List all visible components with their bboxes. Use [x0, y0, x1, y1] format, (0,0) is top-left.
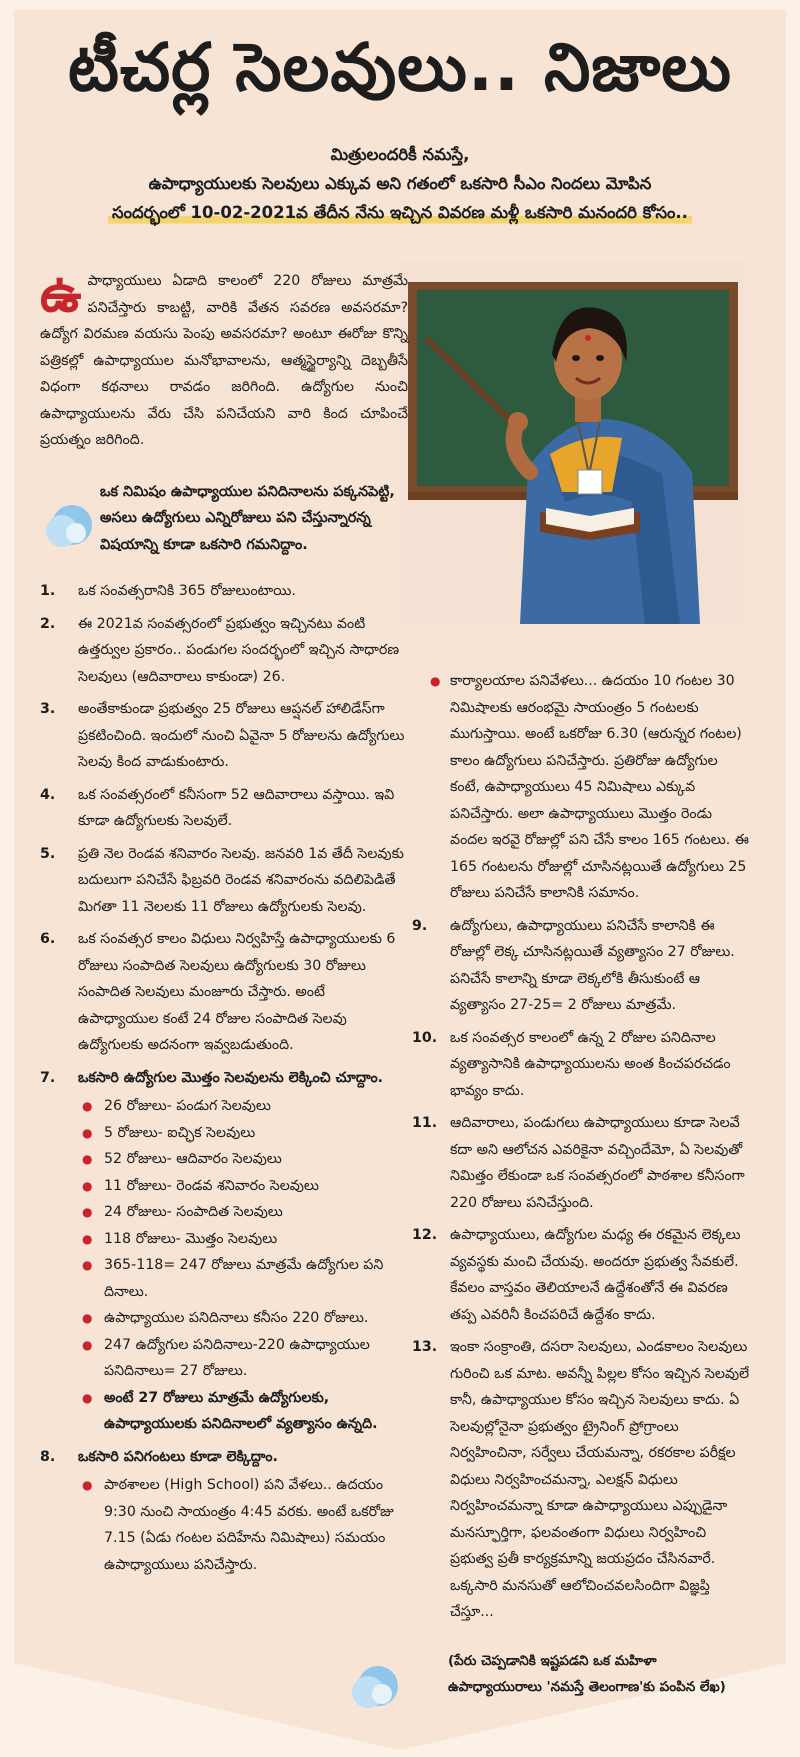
sub-item: ● 5 రోజులు- ఐచ్ఛిక సెలవులు [78, 1120, 408, 1147]
list-item: 1. ఒక సంవత్సరానికి 365 రోజులుంటాయి. [40, 583, 296, 599]
point8-heading: ఒకసారి పనిగంటలు కూడా లెక్కిద్దాం. [78, 1448, 278, 1465]
intro-context: ఉపాధ్యాయులకు సెలవులు ఎక్కువ అని గతంలో ఒకసారి సీఎం నిందలు మోపిన [148, 174, 652, 193]
holiday-breakdown [78, 1093, 408, 1438]
intro-greeting: మిత్రులందరికీ నమస్తే, [330, 145, 470, 164]
list-item-8: 8. ఒకసారి పనిగంటలు కూడా లెక్కిద్దాం. ● పాఠశాలల (High School) పని వేళలు.. ఉదయం 9:30 నుంచి సాయంత్రం 4:45 వరకు. అంటే ఒకరోజు 7.15 (ఏడు గంటల పదిహేను నిమిషాలు) సమయం ఉపాధ్యాయులు పనిచేస్తారు. [40, 1444, 408, 1579]
list-item: 11. ఆదివారాలు, పండుగలు ఉపాధ్యాయులు కూడా సెలవే కదా అని ఆలోచన ఎవరికైనా వచ్చిందేమో, ఏ సెలవుతో నిమిత్తం లేకుండా ఒక సంవత్సరంలో పాఠశాల కనీసంగా 220 రోజులు పనిచేస్తుంది. [412, 1115, 745, 1211]
list-item: 10. ఒక సంవత్సర కాలంలో ఉన్న 2 రోజుల పనిదినాల వ్యత్యాసానికి ఉపాధ్యాయులను అంత కించపరచడం భావ్యం కాదు. [412, 1029, 731, 1099]
points-list-left [40, 578, 408, 1578]
list-item: 13. ఇంకా సంక్రాంతి, దసరా సెలవులు, ఎండకాలం సెలవులు గురించి ఒక మాట. అవన్నీ పిల్లల కోసం ఇచ్చిన సెలవులే కానీ, ఉపాధ్యాయుల కోసం ఇచ్చిన సెలవులు కాదు. ఏ సెలవుల్లోనైనా ప్రభుత్వం ట్రైనింగ్ ప్రోగ్రాంలు నిర్వహించినా, సర్వేలు చేయమన్నా, రకరకాల పరీక్షల విధులు నిర్వహించమన్నా, ఎలక్షన్ విధులు నిర్వహించమన్నా కూడా ఉపాధ్యాయులు ఎప్పుడైనా మనస్ఫూర్తిగా, ఫలవంతంగా విధులు నిర్వహించి ప్రభుత్వ ప్రతీ కార్యక్రమాన్ని జయప్రదం చేసినవారే. ఒక్కసారి మనసుతో ఆలోచించవలసిందిగా విజ్ఞప్తి చేస్తూ... [412, 1339, 750, 1620]
list-item: 2. ఈ 2021వ సంవత్సరంలో ప్రభుత్వం ఇచ్చినటు వంటి ఉత్తర్వుల ప్రకారం.. పండుగల సందర్భంలో ఇచ్చిన సాధారణ సెలవులు (ఆదివారాలు కాకుండా) 26. [40, 615, 400, 685]
sub-item: ● 26 రోజులు- పండుగ సెలవులు [78, 1093, 408, 1120]
highlight-quote [100, 479, 408, 559]
list-item: 9. ఉద్యోగులు, ఉపాధ్యాయులు పనిచేసే కాలానికి ఈ రోజుల్లో లెక్క చూసినట్లయితే వ్యత్యాసం 27 రోజులు. పనిచేసే కాలాన్ని కూడా లెక్కలోకి తీసుకుంటే ఆ వ్యత్యాసం 27-25= 2 రోజులు మాత్రమే. [412, 917, 735, 1013]
bubble-decoration-icon [348, 1662, 400, 1714]
list-item: 12. ఉపాధ్యాయులు, ఉద్యోగుల మధ్య ఈ రకమైన లెక్కలు వ్యవస్థకు మంచి చేయవు. అందరూ ప్రభుత్వ సేవకులే. కేవలం వాస్తవం తెలియాలనే ఉద్దేశంతోనే ఈ వివరణ తప్ప ఎవరినీ కించపరిచే ఉద్దేశం కాదు. [412, 1227, 741, 1323]
sub-item: ● 24 రోజులు- సంపాదిత సెలవులు [78, 1199, 408, 1226]
sub-item: ● 52 రోజులు- ఆదివారం సెలవులు [78, 1146, 408, 1173]
sub-item: ● 118 రోజులు- మొత్తం సెలవులు [78, 1226, 408, 1253]
teacher-illustration [400, 262, 743, 624]
sub-item-continued: ● కార్యాలయాల పనివేళలు... ఉదయం 10 గంటల 30 నిమిషాలకు ఆరంభమై సాయంత్రం 5 గంటలకు ముగుస్తాయి. అంటే ఒకరోజు 6.30 (ఆరున్నర గంటల) కాలం ఉద్యోగులు పనిచేస్తారు. ప్రతిరోజు ఉద్యోగుల కంటే, ఉపాధ్యాయులు 45 నిమిషాలు ఎక్కువ పనిచేస్తారు. అలా ఉపాధ్యాయులు మొత్తం రెండు వందల ఇరవై రోజుల్లో పని చేసే కాలం 165 గంటలు. ఈ 165 గంటలను రోజుల్లో చూసినట్లయితే ఉద్యోగులు 25 రోజులు పనిచేసే కాలానికి సమానం. [412, 668, 752, 907]
right-column [412, 668, 752, 1700]
sub-item-conclusion: ● అంటే 27 రోజులు మాత్రమే ఉద్యోగులకు, ఉపాధ్యాయులకు పనిదినాలలో వ్యత్యాసం ఉన్నది. [78, 1385, 408, 1438]
sub-item: ● 365-118= 247 రోజులు మాత్రమే ఉద్యోగుల పని దినాలు. [78, 1252, 408, 1305]
sub-item: ● 247 ఉద్యోగుల పనిదినాలు-220 ఉపాధ్యాయుల పనిదినాలు= 27 రోజులు. [78, 1332, 408, 1385]
sub-item: ● ఉపాధ్యాయుల పనిదినాలు కనీసం 220 రోజులు. [78, 1305, 408, 1332]
lead-paragraph [40, 264, 408, 454]
left-column [40, 264, 408, 1584]
sub-item: ● పాఠశాలల (High School) పని వేళలు.. ఉదయం 9:30 నుంచి సాయంత్రం 4:45 వరకు. అంటే ఒకరోజు 7.15 (ఏడు గంటల పదిహేను నిమిషాలు) సమయం ఉపాధ్యాయులు పనిచేస్తారు. [78, 1472, 408, 1578]
work-hours-list [78, 1472, 408, 1578]
intro-purpose: సందర్భంలో 10-02-2021వ తేదీన నేను ఇచ్చిన వివరణ మళ్లీ ఒకసారి మనందరి కోసం.. [108, 198, 692, 227]
sub-item: ● 11 రోజులు- రెండవ శనివారం సెలవులు [78, 1173, 408, 1200]
intro [20, 140, 780, 227]
point7-heading: ఒకసారి ఉద్యోగుల మొత్తం సెలవులను లెక్కించి చూద్దాం. [78, 1069, 384, 1086]
list-item: 4. ఒక సంవత్సరంలో కనీసంగా 52 ఆదివారాలు వస్తాయి. ఇవి కూడా ఉద్యోగులకు సెలవులే. [40, 786, 395, 829]
headline: టీచర్ల సెలవులు.. నిజాలు [68, 29, 732, 106]
points-list-right [412, 913, 752, 1626]
signoff-note: (పేరు చెప్పడానికి ఇష్టపడని ఒక మహిళా ఉపాధ్యాయురాలు 'నమస్తే తెలంగాణ'కు పంపిన లేఖ) [448, 1652, 726, 1695]
list-item: 6. ఒక సంవత్సర కాలం విధులు నిర్వహిస్తే ఉపాధ్యాయులకు 6 రోజులు సంపాదిత సెలవులు ఉద్యోగులకు 30 రోజులు సంపాదిత సెలవులు మంజూరు చేస్తారు. అంటే ఉపాధ్యాయుల కంటే 24 రోజుల సంపాదిత సెలవు ఉద్యోగులకు అదనంగా ఇవ్వబడుతుంది. [40, 931, 396, 1053]
bubble-decoration-icon [42, 501, 94, 553]
highlight-text: ఒక నిమిషం ఉపాధ్యాయుల పనిదినాలను పక్కనపెట్టి, అసలు ఉద్యోగులు ఎన్నిరోజులు పని చేస్తున్నారన్న విషయాన్ని కూడా ఒకసారి గమనిద్దాం. [100, 483, 395, 553]
drop-cap: ఉ [40, 264, 82, 324]
list-item: 5. ప్రతి నెల రెండవ శనివారం సెలవు. జనవరి 1వ తేదీ సెలవుకు బదులుగా పనిచేసే ఫిబ్రవరి రెండవ శనివారంను వదిలిపెడితే మిగతా 11 నెలలకు 11 రోజులు ఉద్యోగులకు సెలవు. [40, 845, 404, 915]
list-item-7: 7. ఒకసారి ఉద్యోగుల మొత్తం సెలవులను లెక్కించి చూద్దాం. ● 26 రోజులు- పండుగ సెలవులు ● 5 రోజులు- ఐచ్ఛిక సెలవులు ● 52 రోజులు- ఆదివారం సెలవులు ● 11 రోజులు- రెండవ శనివారం సెలవులు ● 24 రోజులు- సంపాదిత సెలవులు ● 118 రోజులు- మొత్తం సెలవులు ● 365-118= 247 రోజులు మాత్రమే ఉద్యోగుల పని దినాలు. ● ఉపాధ్యాయుల పనిదినాలు కనీసం 220 రోజులు. ● 247 ఉద్యోగుల పనిదినాలు-220 ఉపాధ్యాయుల పనిదినాలు= 27 రోజులు. ● అంటే 27 రోజులు మాత్రమే ఉద్యోగులకు, ఉపాధ్యాయులకు పనిదినాలలో వ్యత్యాసం ఉన్నది. [40, 1065, 408, 1438]
list-item: 3. అంతేకాకుండా ప్రభుత్వం 25 రోజులు ఆప్షనల్ హాలిడేస్‌గా ప్రకటించింది. ఇందులో నుంచి ఏవైనా 5 రోజులను ఉద్యోగులు సెలవు కింద వాడుకుంటారు. [40, 701, 405, 770]
lead-text: పాధ్యాయులు ఏడాది కాలంలో 220 రోజులు మాత్రమే పనిచేస్తారు కాబట్టి, వారికి వేతన సవరణ అవసరమా? ఉద్యోగ విరమణ వయసు పెంపు అవసరమా? అంటూ ఈరోజు కొన్ని పత్రికల్లో ఉపాధ్యాయుల మనోభావాలను, ఆత్మస్థైర్యాన్ని దెబ్బతీసే విధంగా కథనాలు రావడం జరిగింది. ఉద్యోగుల నుంచి ఉపాధ్యాయులను వేరు చేసి పనిచేయని వారి కింద చూపించే ప్రయత్నం జరిగింది. [40, 273, 408, 448]
